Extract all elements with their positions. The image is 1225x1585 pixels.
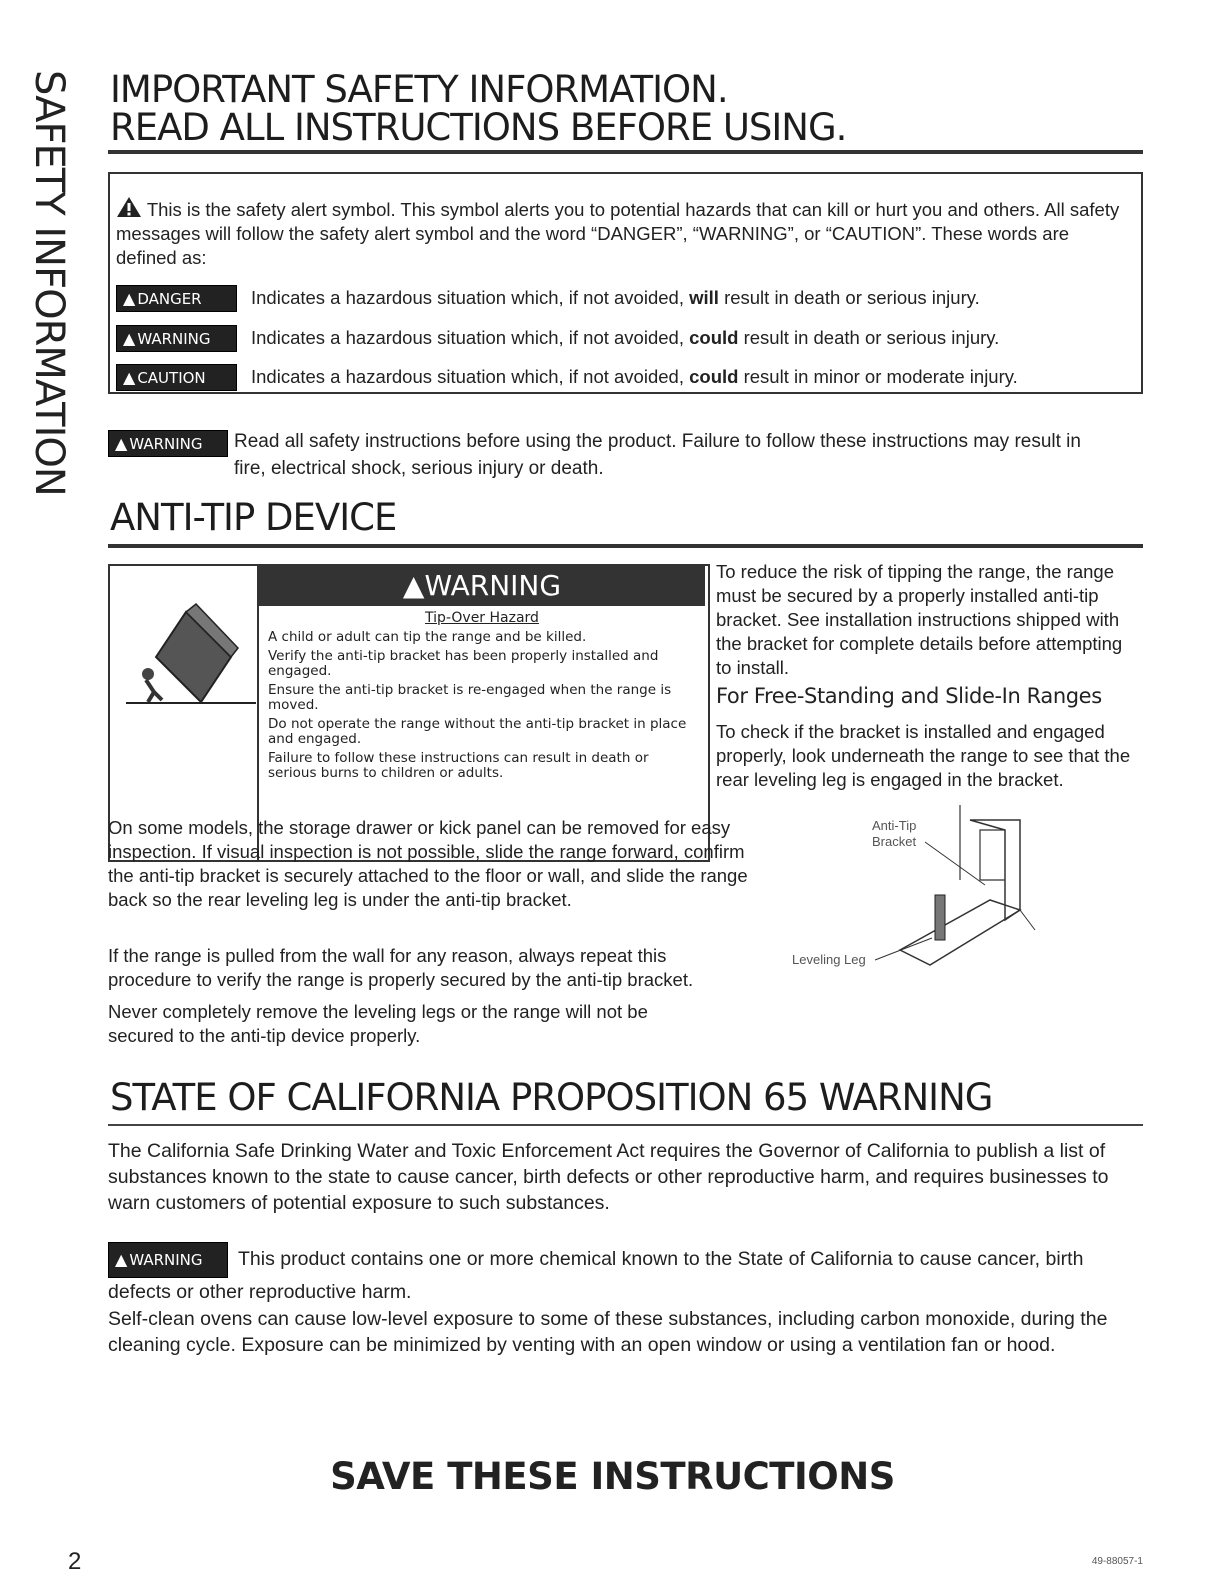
prop65-warning-text: This product contains one or more chemical known to the State of California to cause cancer, birth defects or other reproductive harm. bbox=[108, 1248, 1084, 1303]
page-title-line2: READ ALL INSTRUCTIONS BEFORE USING. bbox=[110, 106, 847, 149]
warning-badge bbox=[108, 1242, 228, 1278]
definition-warning bbox=[116, 323, 999, 353]
definition-caution bbox=[116, 362, 1018, 392]
general-warning-text: Read all safety instructions before using the product. Failure to follow these instructions may result in fire, electrical shock, serious injury or death. bbox=[234, 431, 1081, 479]
leveling-leg-label: Leveling Leg bbox=[792, 952, 866, 967]
warning-triangle-icon: ▲ bbox=[115, 434, 128, 453]
self-clean-paragraph: Self-clean ovens can cause low-level exposure to some of these substances, including carbon monoxide, during the cleaning cycle. Exposure can be minimized by venting with an open window or using a ventilation fan or hood. bbox=[108, 1308, 1108, 1356]
definition-danger-text bbox=[251, 287, 980, 309]
header-divider bbox=[108, 150, 1143, 154]
list-item: Verify the anti-tip bracket has been properly installed and engaged. bbox=[268, 648, 659, 679]
safety-alert-intro bbox=[116, 196, 1131, 270]
warning-badge bbox=[108, 430, 228, 457]
warning-triangle-icon: ▲ bbox=[123, 288, 136, 308]
definition-warning-text bbox=[251, 327, 999, 349]
def-pre: Indicates a hazardous situation which, if not avoided, bbox=[251, 287, 684, 308]
document-number: 49-88057-1 bbox=[1091, 1556, 1143, 1567]
prop65-intro: The California Safe Drinking Water and Toxic Enforcement Act requires the Governor of California to publish a list of substances known to the state to cause cancer, birth defects or other reproductive harm, and requires businesses to warn customers of potential exposure to such substances. bbox=[108, 1140, 1109, 1214]
caution-badge-label: CAUTION bbox=[137, 368, 206, 387]
def-post: result in minor or moderate injury. bbox=[743, 366, 1018, 387]
page-number: 2 bbox=[68, 1548, 82, 1575]
prop65-divider bbox=[108, 1124, 1143, 1126]
def-bold: could bbox=[689, 327, 739, 348]
def-pre: Indicates a hazardous situation which, if not avoided, bbox=[251, 327, 684, 348]
def-post: result in death or serious injury. bbox=[724, 287, 980, 308]
prop65-heading: STATE OF CALIFORNIA PROPOSITION 65 WARNING bbox=[110, 1076, 993, 1119]
free-standing-text: To check if the bracket is installed and engaged properly, look underneath the range to see that the rear leveling leg is engaged in the bracket. bbox=[716, 721, 1131, 790]
repeat-procedure-paragraph: If the range is pulled from the wall for any reason, always repeat this procedure to verify the range is properly secured by the anti-tip bracket. bbox=[108, 945, 694, 990]
safety-alert-icon bbox=[116, 196, 142, 218]
caution-badge bbox=[116, 364, 237, 391]
anti-tip-bracket-label bbox=[872, 818, 916, 850]
warning-badge-label: WARNING bbox=[129, 435, 203, 453]
tip-over-illustration bbox=[126, 602, 256, 712]
leveling-legs-paragraph: Never completely remove the leveling legs or the range will not be secured to the anti-tip device properly. bbox=[108, 1001, 648, 1046]
anti-tip-warning-list bbox=[268, 630, 698, 785]
warning-badge bbox=[116, 325, 237, 352]
list-item: Ensure the anti-tip bracket is re-engaged when the range is moved. bbox=[268, 682, 672, 713]
side-tab bbox=[22, 70, 78, 496]
def-bold: could bbox=[689, 366, 739, 387]
warning-triangle-icon: ▲ bbox=[123, 328, 136, 348]
warning-badge-label: WARNING bbox=[137, 329, 211, 348]
danger-badge-label: DANGER bbox=[137, 289, 202, 308]
safety-alert-intro-text: This is the safety alert symbol. This symbol alerts you to potential hazards that can kill or hurt you and others. All safety messages will follow the safety alert symbol and the word “DANGER”, “WARNING”, or “CAUTION”. These words are defined as: bbox=[116, 199, 1120, 268]
anti-tip-intro: To reduce the risk of tipping the range, the range must be secured by a properly installed anti-tip bracket. See installation instructions shipped with the bracket for complete details before attempting to install. bbox=[716, 561, 1123, 678]
warning-banner-title: WARNING bbox=[424, 569, 562, 602]
definition-danger bbox=[116, 283, 980, 313]
list-item: Failure to follow these instructions can result in death or serious burns to children or adults. bbox=[268, 750, 649, 781]
side-tab-label: SAFETY INFORMATION bbox=[26, 70, 72, 496]
free-standing-heading: For Free-Standing and Slide-In Ranges bbox=[716, 684, 1102, 708]
def-pre: Indicates a hazardous situation which, if not avoided, bbox=[251, 366, 684, 387]
tip-over-hazard: Tip-Over Hazard bbox=[425, 610, 539, 626]
page-title-line1: IMPORTANT SAFETY INFORMATION. bbox=[110, 68, 728, 111]
anti-tip-heading: ANTI-TIP DEVICE bbox=[110, 496, 397, 539]
prop65-warning bbox=[108, 1242, 1133, 1306]
def-post: result in death or serious injury. bbox=[743, 327, 1000, 348]
warning-badge-label: WARNING bbox=[129, 1251, 203, 1269]
inspection-paragraph: On some models, the storage drawer or kick panel can be removed for easy inspection. If visual inspection is not possible, slide the range forward, confirm the anti-tip bracket is securely attached to the floor or wall, and slide the range back so the rear leveling leg is under the anti-tip bracket. bbox=[108, 817, 748, 910]
label-line: Anti-Tip bbox=[872, 818, 917, 833]
warning-triangle-icon: ▲ bbox=[402, 569, 425, 602]
warning-triangle-icon: ▲ bbox=[115, 1250, 128, 1269]
list-item: Do not operate the range without the anti-tip bracket in place and engaged. bbox=[268, 716, 687, 747]
warning-triangle-icon: ▲ bbox=[123, 367, 136, 387]
save-instructions-title: SAVE THESE INSTRUCTIONS bbox=[330, 1455, 895, 1498]
list-item: A child or adult can tip the range and be killed. bbox=[268, 629, 587, 645]
warning-banner bbox=[259, 566, 705, 606]
def-bold: will bbox=[689, 287, 719, 308]
danger-badge bbox=[116, 285, 237, 312]
label-line: Bracket bbox=[872, 834, 917, 849]
definition-caution-text bbox=[251, 366, 1018, 388]
anti-tip-divider bbox=[108, 544, 1143, 548]
